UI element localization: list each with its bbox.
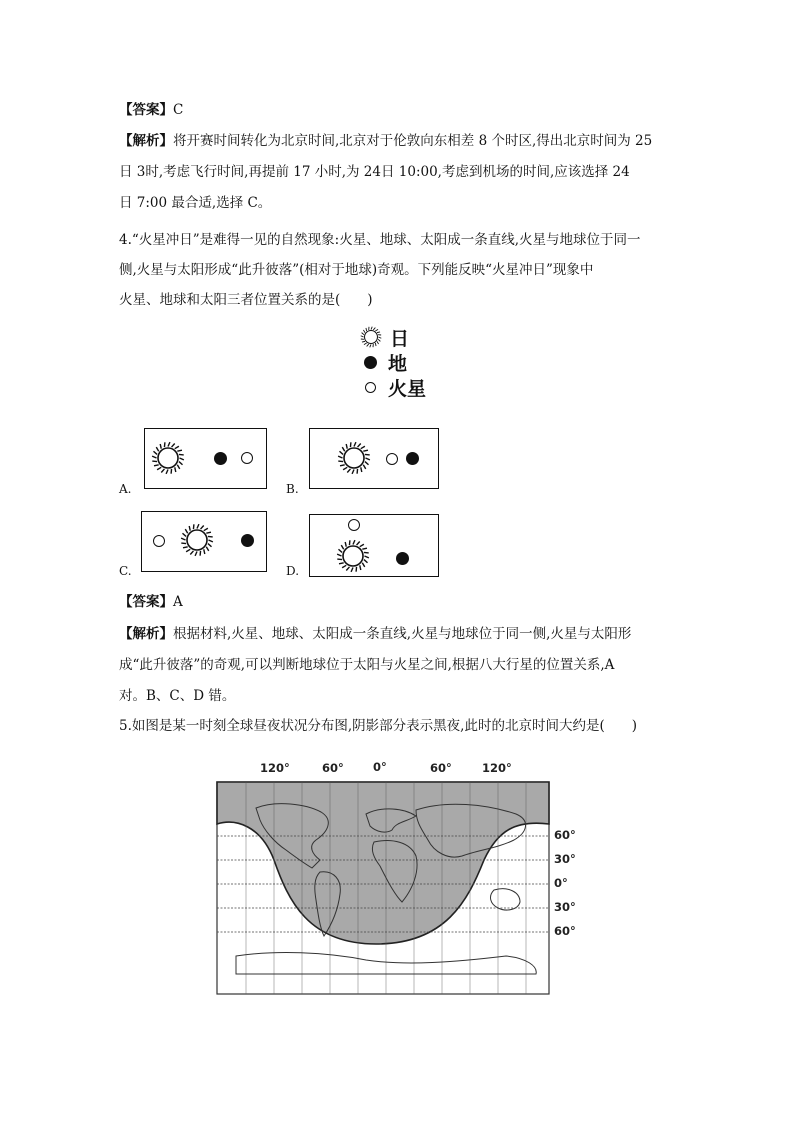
longitude-label: 60° (322, 761, 344, 775)
sun-ray (179, 462, 183, 465)
sun-ray (345, 542, 346, 547)
sun-ray (166, 470, 168, 474)
answer-tag: 【答案】 (119, 594, 173, 610)
analysis-tag: 【解析】 (119, 626, 173, 642)
sun-ray (365, 462, 369, 465)
sun-ray (209, 540, 213, 542)
mars-icon (348, 519, 360, 531)
sun-ray (362, 548, 367, 549)
q4-question-line-2: 侧,火星与太阳形成“此升彼落”(相对于地球)奇观。下列能反映“火星冲日”现象中 (119, 262, 594, 278)
sun-ray (185, 529, 187, 533)
q4-answer (119, 592, 183, 612)
sun-ray (362, 563, 364, 567)
mars-icon (241, 452, 253, 464)
sun-ray (206, 532, 211, 533)
mars-icon (153, 535, 165, 547)
answer-value: A (173, 594, 183, 610)
legend-sun: 日 (360, 325, 409, 349)
sun-ray (340, 465, 345, 466)
sun-ray (375, 343, 376, 346)
q4-analysis-line-1: 【解析】根据材料,火星、地球、太阳成一条直线,火星与地球位于同一侧,火星与太阳形 (119, 626, 632, 642)
q4-question-line-1: 4.“火星冲日”是难得一见的自然现象:火星、地球、太阳成一条直线,火星与地球位于同一 (119, 232, 641, 248)
sun-ray (183, 547, 188, 548)
sun-ray (361, 446, 365, 448)
legend-mars: 火星 (360, 375, 426, 399)
option-d-label: D. (286, 564, 300, 578)
sun-ray (206, 547, 208, 551)
sun-ray (363, 450, 368, 451)
sun-ray (353, 540, 355, 544)
sun-ray (204, 549, 205, 554)
answer-tag: 【答案】 (119, 102, 173, 118)
sun-ray (175, 467, 176, 472)
world-map-figure (216, 760, 586, 1000)
sun-ray (197, 524, 199, 528)
longitude-label: 120° (482, 761, 512, 775)
sun-ray (346, 567, 349, 571)
earth-icon (396, 552, 409, 565)
option-c-diagram[interactable] (141, 511, 267, 572)
sun-ray (190, 551, 193, 555)
sun-ray (339, 563, 344, 564)
sun-ray (363, 330, 365, 333)
q4-analysis-line-3: 对。B、C、D 错。 (119, 688, 236, 704)
longitude-label: 120° (260, 761, 290, 775)
sun-ray (180, 458, 184, 460)
q4-question-line-3: 火星、地球和太阳三者位置关系的是( ) (119, 292, 373, 308)
q5-question: 5.如图是某一时刻全球昼夜状况分布图,阴影部分表示黑夜,此时的北京时间大约是( ) (119, 718, 637, 734)
longitude-label: 0° (373, 760, 387, 774)
sun-ray (208, 544, 212, 547)
sun-ray (181, 538, 185, 540)
sun-ray (157, 467, 161, 469)
sun-ray (160, 444, 161, 449)
sun-icon (336, 539, 370, 573)
sun-ray (366, 328, 367, 331)
q3-analysis-line-3: 日 7:00 最合适,选择 C。 (119, 195, 272, 211)
answer-value: C (173, 102, 184, 118)
sun-ray (201, 525, 204, 529)
sun-ray (342, 447, 344, 451)
option-b-label: B. (286, 482, 299, 496)
latitude-label: 60° (554, 828, 576, 842)
sun-ray (161, 469, 164, 473)
sun-ray (175, 446, 179, 448)
sun-ray (172, 443, 175, 447)
sun-ray (341, 545, 343, 549)
sun-ray (204, 528, 208, 530)
sun-ray (154, 465, 159, 466)
longitude-label: 60° (430, 761, 452, 775)
sun-icon (180, 523, 214, 557)
sun-ray (361, 467, 362, 472)
sun-ray (339, 451, 343, 454)
option-a-diagram[interactable] (144, 428, 267, 489)
sun-ray (177, 465, 179, 469)
sun-icon (151, 441, 185, 475)
sun-ray (358, 443, 361, 447)
sun-ray (338, 456, 342, 458)
option-b-diagram[interactable] (309, 428, 439, 489)
sun-ray (378, 337, 381, 338)
sun-ray (351, 568, 353, 572)
sun-ray (375, 329, 378, 331)
sun-ray (364, 343, 367, 345)
sun-ray (364, 560, 368, 563)
option-c-label: C. (119, 564, 132, 578)
sun-ray (156, 447, 158, 451)
sun-ray (371, 327, 372, 330)
sun-ray (363, 465, 365, 469)
sun-ray (343, 467, 347, 469)
sun-ray (354, 442, 356, 446)
sun-ray (177, 450, 182, 451)
sun-ray (338, 549, 342, 552)
sun-ray (189, 526, 190, 531)
legend-earth: 地 (360, 350, 407, 374)
q3-analysis-line-1: 【解析】将开赛时间转化为北京时间,北京对于伦敦向东相差 8 个时区,得出北京时间为 25 (119, 133, 653, 149)
sun-ray (367, 344, 369, 346)
sun-ray (357, 541, 360, 545)
sun-ray (378, 339, 380, 341)
q3-analysis-line-2: 日 3时,考虑飞行时间,再提前 17 小时,为 24日 10:00,考虑到机场的时间,应该选择 24 (119, 164, 630, 180)
mars-icon (365, 382, 376, 393)
q3-answer (119, 100, 183, 120)
sun-ray (153, 451, 157, 454)
sun-ray (186, 549, 190, 551)
sun-icon (360, 326, 382, 348)
sun-ray (360, 565, 361, 570)
earth-icon (364, 356, 377, 369)
sun-ray (362, 341, 365, 342)
sun-ray (168, 442, 170, 446)
sun-ray (337, 554, 341, 556)
earth-icon (241, 534, 254, 547)
sun-ray (377, 332, 380, 333)
latitude-label: 30° (554, 900, 576, 914)
mars-icon (386, 453, 398, 465)
earth-icon (214, 452, 227, 465)
latitude-label: 30° (554, 852, 576, 866)
earth-icon (406, 452, 419, 465)
sun-ray (377, 341, 379, 344)
option-a-label: A. (119, 482, 132, 496)
day-night-map (216, 760, 586, 1000)
sun-ray (342, 565, 346, 567)
sun-ray (365, 556, 369, 558)
sun-ray (346, 444, 347, 449)
latitude-label: 0° (554, 876, 568, 890)
sun-ray (366, 458, 370, 460)
q4-analysis-line-2: 成“此升彼落”的奇观,可以判断地球位于太阳与火星之间,根据八大行星的位置关系,A (119, 657, 615, 673)
sun-ray (373, 328, 375, 330)
sun-ray (361, 336, 364, 337)
sun-ray (347, 469, 350, 473)
sun-ray (352, 470, 354, 474)
sun-ray (182, 533, 186, 536)
sun-icon (337, 441, 371, 475)
sun-ray (152, 456, 156, 458)
sun-ray (370, 344, 371, 347)
sun-ray (195, 552, 197, 556)
analysis-tag: 【解析】 (119, 133, 173, 149)
option-d-diagram[interactable] (309, 514, 439, 577)
sun-ray (360, 544, 364, 546)
latitude-label: 60° (554, 924, 576, 938)
sun-ray (362, 333, 364, 335)
